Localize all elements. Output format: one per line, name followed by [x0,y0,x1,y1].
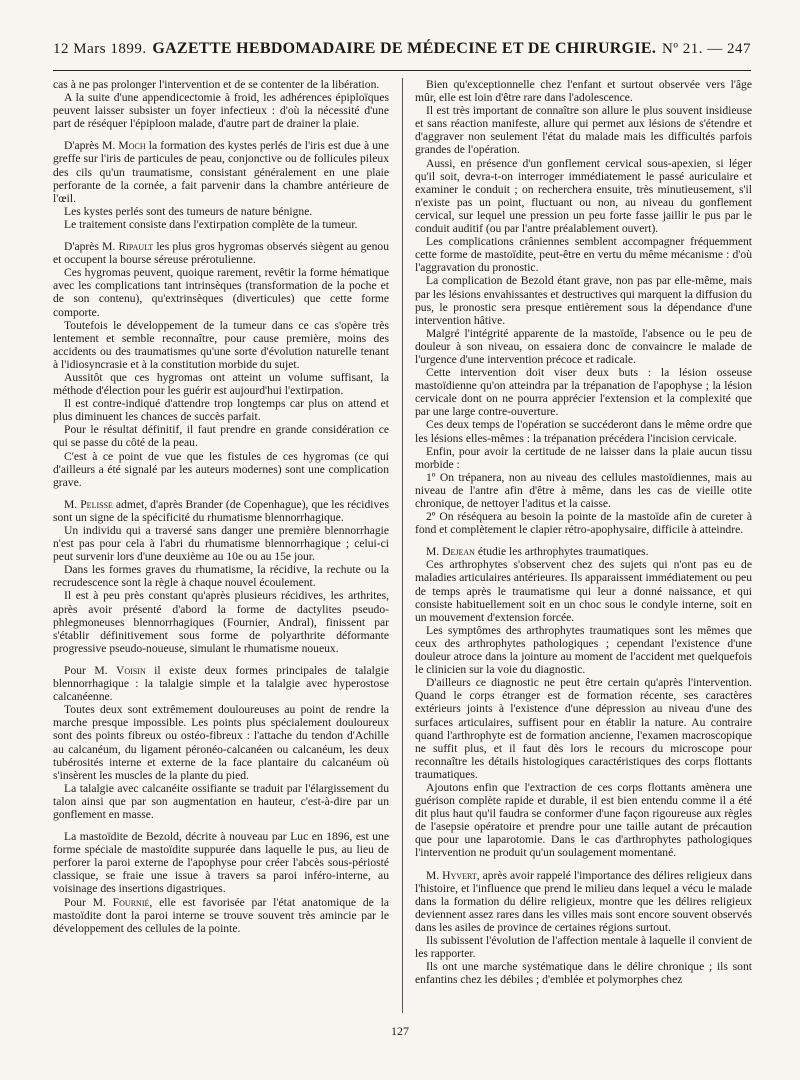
paragraph [415,960,752,986]
paragraph-text: C'est à ce point de vue que les fistules de ces hygromas (ce qui d'ailleurs a été signalé par les auteurs modernes) sont une complication grave. [53,449,389,489]
paragraph-text: Toutes deux sont extrêmement douloureuses au point de rendre la marche presque impossible. Les points plus spécialement douloureux sont des points fibreux ou ostéo-fibreux : l'attache du tendon d'Achille au calcanéum, du ligament péronéo-calcanéen ou calcanéum, les deux tubérosités interne et externe de la face plantaire du calcanéum où s'insèrent les muscles de la plante du pied. [53,703,389,782]
lead-text: Pour M. [64,895,113,909]
paragraph-text: Aussitôt que ces hygromas ont atteint un volume suffisant, la méthode d'élection pour les guérir est aujourd'hui l'extirpation. [53,370,389,398]
paragraph [53,218,389,231]
lead-text: D'après M. [64,139,119,153]
paragraph [415,558,752,623]
paragraph [53,498,389,524]
paragraph-text: La talalgie avec calcanéite ossifiante se traduit par l'élargissement du talon ainsi que par son augmentation en hauteur, c'est-à-dire par un gonflement en masse. [53,781,389,821]
paragraph [415,327,752,366]
lead-text: M. [64,497,81,511]
paragraph [415,676,752,781]
paragraph [415,934,752,960]
paragraph-text: La mastoïdite de Bezold, décrite à nouveau par Luc en 1896, est une forme spéciale de mastoïdite suppurée dans laquelle le pus, au lieu de perforer la paroi externe de l'apophyse pour créer l'abcès sous-périosté classique, se fraie une issue à travers sa paroi inféro-interne, au voisinage des insertions digastriques. [53,830,389,896]
paragraph-text: 2º On réséquera au besoin la pointe de la mastoïde afin de cureter à fond et complètement le clapier rétro-apophysaire, difficile à atteindre. [415,510,752,537]
author-name: Fournié [112,895,150,909]
paragraph [415,869,752,934]
paragraph-text: Aussi, en présence d'un gonflement cervical sous-apexien, si léger qu'il soit, devra-t-on interroger immédiatement le passé auriculaire et examiner le conduit ; on recherchera ensuite, très minutieusement, s'il n'existe pas un point, fluctuant ou non, au niveau du gonflement cervical, sur lequel une pression un peu forte fasse jaillir le pus par le conduit auditif (ou par l'antre préalablement ouvert). [415,156,752,236]
paragraph-text: Les complications crâniennes semblent accompagner fréquemment cette forme de mastoïdite, peut-être en vertu du même mécanisme : d'où l'aggravation du pronostic. [415,235,752,275]
paragraph [415,366,752,418]
paragraph-text: Enfin, pour avoir la certitude de ne laisser dans la plaie aucun tissu morbide : [415,444,752,471]
paragraph-text: A la suite d'une appendicectomie à froid, les adhérences épiploïques peuvent laisser subsister un foyer infectieux : d'où la nécessité d'une part de réséquer l'épiploon malade, d'autre part de drainer la plaie. [53,91,389,131]
page-header [53,40,751,71]
paragraph [415,781,752,860]
paragraph-text: la formation des kystes perlés de l'iris est due à une greffe sur l'iris de particules de peau, conjonctive ou de follicules pileux des cils qu'un traumatisme, consistant généralement en une plaie perforante de la cornée, a fait parvenir dans la chambre antérieure de l'œil. [53,139,389,205]
author-name: Voisin [116,663,146,677]
author-name: Pelisse [80,497,113,511]
paragraph [53,896,389,935]
paragraph-text: Il est à peu près constant qu'après plusieurs récidives, les arthrites, après avoir présenté d'abord la forme de dactylites pseudo-phlegmoneuses blennorrhagiques (Fournier, Andral), finissent par s'établir définitivement sous forme de polyarthrite déformante progressive pseudo-noueuse, simulant le rhumatisme noueux. [53,589,389,655]
paragraph [415,624,752,676]
paragraph-text: D'ailleurs ce diagnostic ne peut être certain qu'après l'intervention. Quand le corps étranger est de formation récente, ses caractères extérieurs joints à l'existence d'une dépression au niveau d'une des surfaces articulaires, suffisent pour en établir la nature. Au contraire quand l'arthrophyte est de formation ancienne, l'examen macroscopique ne suffit plus, et il faut dès lors le recours du microscope pour reconnaître les détails histologiques caractéristiques des corps flottants traumatiques. [415,676,752,781]
paragraph-text: Ces hygromas peuvent, quoique rarement, revêtir la forme hématique avec les complications tant intrinsèques (transformation de la poche et de son contenu), qu'extrinsèques (diverticules) que cette forme comporte. [53,266,389,319]
paragraph [53,664,389,703]
paragraph-text: Dans les formes graves du rhumatisme, la récidive, la rechute ou la recrudescence sont la règle à chaque nouvel écoulement. [53,563,389,590]
paragraph [53,589,389,654]
paragraph [415,104,752,156]
paragraph-text: Ces deux temps de l'opération se succéderont dans le même ordre que les lésions elles-mêmes : la trépanation précédera l'incision cervicale. [415,418,752,445]
lead-text: D'après M. [64,240,119,254]
paragraph [415,445,752,471]
paragraph-text: Pour le résultat définitif, il faut prendre en grande considération ce qui se passe du côté de la peau. [53,423,389,450]
paragraph-text: 1º On trépanera, non au niveau des cellules mastoïdiennes, mais au niveau de l'antre afin d'être à même, dans les cas de vieille otite chronique, de nettoyer l'aditus et la caisse. [415,470,752,510]
paragraph-text: étudie les arthrophytes traumatiques. [474,545,649,559]
issue-date: 12 Mars 1899. [53,41,147,57]
paragraph-text: il existe deux formes principales de talalgie blennorrhagique : la talalgie simple et la talalgie avec hyperostose calcanéenne. [53,663,389,704]
paragraph [53,703,389,782]
right-column [415,78,752,986]
paragraph [53,205,389,218]
paragraph [53,266,389,318]
column-divider [402,78,403,1013]
paragraph [415,471,752,510]
paragraph [415,510,752,536]
paragraph [53,319,389,371]
lead-text: M. [426,545,443,559]
paragraph-text: Toutefois le développement de la tumeur dans ce cas s'opère très lentement et semble reconnaître, pour cause première, moins des accidents ou des traumatismes qu'une sorte d'évolution naturelle tenant à l'idiosyncrasie et à la constitution morbide du sujet. [53,318,389,371]
paragraph-text: Malgré l'intégrité apparente de la mastoïde, l'absence ou le peu de douleur à son niveau, on essaiera donc de convaincre le malade de l'urgence d'une intervention précoce et radicale. [415,326,752,366]
paragraph [53,524,389,563]
paragraph [53,397,389,423]
paragraph-text: Le traitement consiste dans l'extirpation complète de la tumeur. [64,217,358,231]
paragraph [53,830,389,895]
paragraph [53,78,389,91]
paragraph-text: La complication de Bezold étant grave, non pas par elle-même, mais par les lésions envahissantes et destructives qui marquent la diffusion du pus, le pronostic sera presque entièrement sous la dépendance d'une intervention hâtive. [415,274,752,327]
paragraph-text: Ajoutons enfin que l'extraction de ces corps flottants amènera une guérison complète rapide et durable, il est bien entendu comme il a été dit plus haut qu'il faudra se conformer d'une façon rigoureuse aux règles de l'asepsie opératoire et prendre pour une taille autant de précaution que pour une laparotomie. Dans le cas d'arthrophytes pathologiques l'intervention ne produit qu'un soulagement momentané. [415,780,752,860]
paragraph [53,240,389,266]
paragraph [53,423,389,449]
paragraph-text: cas à ne pas prolonger l'intervention et de se contenter de la libération. [53,78,380,91]
issue-number-page: Nº 21. — 247 [662,41,751,57]
lead-text: Pour M. [64,663,117,677]
author-name: Moch [118,139,146,153]
paragraph [415,274,752,326]
paragraph-text: , après avoir rappelé l'importance des délires religieux dans l'histoire, et l'influence que prend le milieu dans lequel a vécu le malade dans la formation du délire religieux, montre que les délires religieux deviennent assez rares dans les villes mais sont encore souvent observés dans les asiles de province de certaines régions surtout. [415,868,752,934]
lead-text: M. [426,868,443,882]
paragraph [415,157,752,236]
paragraph-text: Il est très important de connaître son allure le plus souvent insidieuse et sans réaction manifeste, allure qui permet aux lésions de s'étendre et d'aggraver non seulement l'état du malade mais les difficultés parfois grandes de l'opération. [415,104,752,157]
paragraph-text: Les kystes perlés sont des tumeurs de nature bénigne. [64,204,313,218]
author-name: Hyvert [442,868,477,882]
paragraph-text: Un individu qui a traversé sans danger une première blennorrhagie n'est pas pour cela à l'abri du rhumatisme blennorrhagique ; celui-ci peut survenir lors d'une deuxième au 10e ou au 15e jour. [53,524,389,564]
paragraph-text: Ils subissent l'évolution de l'affection mentale à laquelle il convient de les rapporter. [415,934,752,961]
paragraph [53,782,389,821]
paragraph [415,545,752,558]
author-name: Dejean [442,545,475,559]
paragraph [415,418,752,444]
paragraph [415,78,752,104]
paragraph-text: admet, d'après Brander (de Copenhague), que les récidives sont un signe de la spécificité du rhumatisme blennorrhagique. [53,497,389,524]
page-folio: 127 [391,1024,409,1038]
paragraph-text: Cette intervention doit viser deux buts : la lésion osseuse mastoïdienne qu'on atteindra par la trépanation de l'apophyse ; la lésion cervicale dont on ne pourra apprécier l'extension et la complexité que par une large contre-ouverture. [415,366,752,419]
author-name: Ripault [118,240,154,254]
paragraph-text: Les symptômes des arthrophytes traumatiques sont les mêmes que ceux des arthrophytes pathologiques ; cependant l'existence d'une douleur atroce dans la jointure au moment de l'accident met quelquefois le clinicien sur la voie du diagnostic. [415,623,752,677]
paragraph [53,371,389,397]
journal-title: GAZETTE HEBDOMADAIRE DE MÉDECINE ET DE CHIRURGIE. [152,40,657,57]
paragraph [53,563,389,589]
paragraph [53,450,389,489]
paragraph [415,235,752,274]
paragraph [53,91,389,130]
paragraph-text: Ces arthrophytes s'observent chez des sujets qui n'ont pas eu de maladies articulaires antérieures. Ils apparaissent immédiatement ou peu de temps après le traumatisme qui leur a donné naissance, et qui consiste habituellement soit en un choc sous le condyle interne, soit en un mouvement d'extension forcée. [415,558,752,624]
paragraph-text: Il est contre-indiqué d'attendre trop longtemps car plus on attend et plus diminuent les chances de succès parfait. [53,397,389,424]
paragraph-text: les plus gros hygromas observés siègent au genou et occupent la bourse séreuse prérotulienne. [53,240,389,267]
paragraph [53,139,389,204]
paragraph-text: , elle est favorisée par l'état anatomique de la mastoïdite dont la paroi interne se trouve souvent très amincie par le développement des cellules de la pointe. [53,895,389,935]
left-column [53,78,389,935]
paragraph-text: Ils ont une marche systématique dans le délire chronique ; ils sont enfantins chez les débiles ; d'emblée et polymorphes chez [415,960,752,987]
paragraph-text: Bien qu'exceptionnelle chez l'enfant et surtout observée vers l'âge mûr, elle est loin d'être rare dans l'adolescence. [415,78,752,105]
